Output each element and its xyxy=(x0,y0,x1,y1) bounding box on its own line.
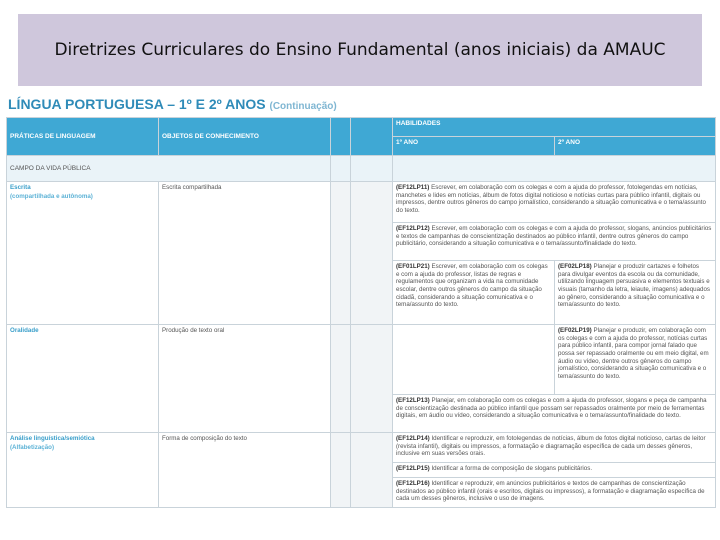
habilidade-text: Escrever, em colaboração com os colegas e com a ajuda do professor, fotolegendas em notícias, manchetes e lides em notícias, álbum de fotos digital noticioso e notícias curtas para público infantil, digitais ou impressos, dentre outros gêneros do campo jornalístico, considerando a situação comunicativa e o tema/assunto do texto. xyxy=(396,184,706,214)
habilidade-empty-ano1 xyxy=(393,325,555,395)
pratica-analise-title: Análise linguística/semiótica xyxy=(10,435,95,442)
blank-col-a xyxy=(331,182,351,325)
section-row xyxy=(7,156,716,182)
section-campo: CAMPO DA VIDA PÚBLICA xyxy=(7,156,331,182)
habilidade-text: Escrever, em colaboração com os colegas e com a ajuda do professor, slogans, anúncios publicitários e textos de campanhas de conscientização destinados ao público infantil, dentre outros gêneros do campo publicitário, considerando a situação comunicativa e o tema/assunto/finalidade do texto. xyxy=(396,225,712,248)
pratica-analise xyxy=(7,433,159,508)
habilidade-text: Identificar a forma de composição de slogans publicitários. xyxy=(431,465,593,472)
habilidade-ef02lp19 xyxy=(555,325,716,395)
table-row xyxy=(7,182,716,223)
pratica-escrita-title: Escrita xyxy=(10,184,31,191)
blank-col-a xyxy=(331,433,351,508)
header-blank-col-b xyxy=(351,118,393,156)
habilidade-text: Escrever, em colaboração com os colegas e com a ajuda do professor, listas de regras e regulamentos que organizam a vida na comunidade escolar, dentre outros gêneros do campo da situação cidadã, considerando a situação comunicativa e o tema/assunto do texto. xyxy=(396,263,548,309)
habilidade-ef12lp16 xyxy=(393,478,716,508)
habilidade-text: Identificar e reproduzir, em anúncios publicitários e textos de campanhas de conscientização destinados ao público infantil (orais e escritos, digitais ou impressos), a formatação e diagramação específica de cada um desses gêneros, inclusive o uso de imagens. xyxy=(396,480,705,503)
habilidade-code: (EF02LP19) xyxy=(558,327,592,334)
habilidade-ef12lp12 xyxy=(393,223,716,261)
objeto-analise: Forma de composição do texto xyxy=(159,433,331,508)
habilidade-code: (EF02LP18) xyxy=(558,263,592,270)
pratica-escrita xyxy=(7,182,159,325)
slide-title-banner xyxy=(18,14,702,86)
pratica-analise-sub: (Alfabetização) xyxy=(10,443,55,451)
document-title xyxy=(8,96,337,112)
habilidade-ef12lp11 xyxy=(393,182,716,223)
header-blank-col-a xyxy=(331,118,351,156)
header-objetos: OBJETOS DE CONHECIMENTO xyxy=(159,118,331,156)
slide-title: Diretrizes Curriculares do Ensino Fundamental (anos iniciais) da AMAUC xyxy=(54,40,666,60)
section-blank-b xyxy=(351,156,393,182)
document-title-continuation: (Continuação) xyxy=(269,101,337,112)
table-row xyxy=(7,433,716,463)
habilidade-code: (EF12LP11) xyxy=(396,184,430,191)
habilidade-code: (EF01LP21) xyxy=(396,263,430,270)
habilidade-ef12lp15 xyxy=(393,463,716,478)
document-title-text: LÍNGUA PORTUGUESA – 1º E 2º ANOS xyxy=(8,96,266,112)
habilidade-ef12lp14 xyxy=(393,433,716,463)
blank-col-a xyxy=(331,325,351,433)
pratica-oralidade-title: Oralidade xyxy=(10,327,39,334)
habilidade-code: (EF12LP14) xyxy=(396,435,430,442)
table-row xyxy=(7,325,716,395)
habilidade-text: Planejar, em colaboração com os colegas e com a ajuda do professor, slogans e peça de campanha de conscientização destinada ao público infantil que possam ser repassados oralmente por meio de ferramentas digitais, em áudio ou vídeo, considerando a situação comunicativa e o tema/assunto/finalidade do texto. xyxy=(396,397,707,420)
header-habilidades: HABILIDADES xyxy=(393,118,716,137)
habilidade-code: (EF12LP16) xyxy=(396,480,430,487)
habilidade-text: Planejar e produzir, em colaboração com os colegas e com a ajuda do professor, notícias curtas para público infantil, para compor jornal falado que possa ser repassado oralmente ou em meio digital, em áudio ou vídeo, dentre outros gêneros do campo jornalístico, considerando a situação comunicativa e o tema/assunto do texto. xyxy=(558,327,709,380)
habilidade-text: Identificar e reproduzir, em fotolegendas de notícias, álbum de fotos digital noticioso, cartas de leitor (revista infantil), digitais ou impressos, a formatação e diagramação específica de cada um desses gêneros, inclusive em suas versões orais. xyxy=(396,435,706,458)
objeto-escrita: Escrita compartilhada xyxy=(159,182,331,325)
header-ano-2: 2º ANO xyxy=(555,137,716,156)
header-praticas: PRÁTICAS DE LINGUAGEM xyxy=(7,118,159,156)
habilidade-ef12lp13 xyxy=(393,395,716,433)
curriculum-table xyxy=(6,117,716,508)
habilidade-code: (EF12LP15) xyxy=(396,465,430,472)
blank-col-b xyxy=(351,433,393,508)
habilidade-text: Planejar e produzir cartazes e folhetos para divulgar eventos da escola ou da comunidade, utilizando linguagem persuasiva e elementos textuais e visuais (tamanho da letra, leiaute, imagens) adequados ao gênero, considerando a situação comunicativa e o tema/assunto do texto. xyxy=(558,263,711,309)
objeto-oralidade: Produção de texto oral xyxy=(159,325,331,433)
habilidade-ef02lp18 xyxy=(555,261,716,325)
header-ano-1: 1º ANO xyxy=(393,137,555,156)
section-blank-a xyxy=(331,156,351,182)
habilidade-code: (EF12LP13) xyxy=(396,397,430,404)
table-header-row xyxy=(7,118,716,137)
blank-col-b xyxy=(351,325,393,433)
habilidade-ef01lp21 xyxy=(393,261,555,325)
blank-col-b xyxy=(351,182,393,325)
section-blank-hab xyxy=(393,156,716,182)
pratica-oralidade xyxy=(7,325,159,433)
habilidade-code: (EF12LP12) xyxy=(396,225,430,232)
pratica-escrita-sub: (compartilhada e autônoma) xyxy=(10,192,93,200)
